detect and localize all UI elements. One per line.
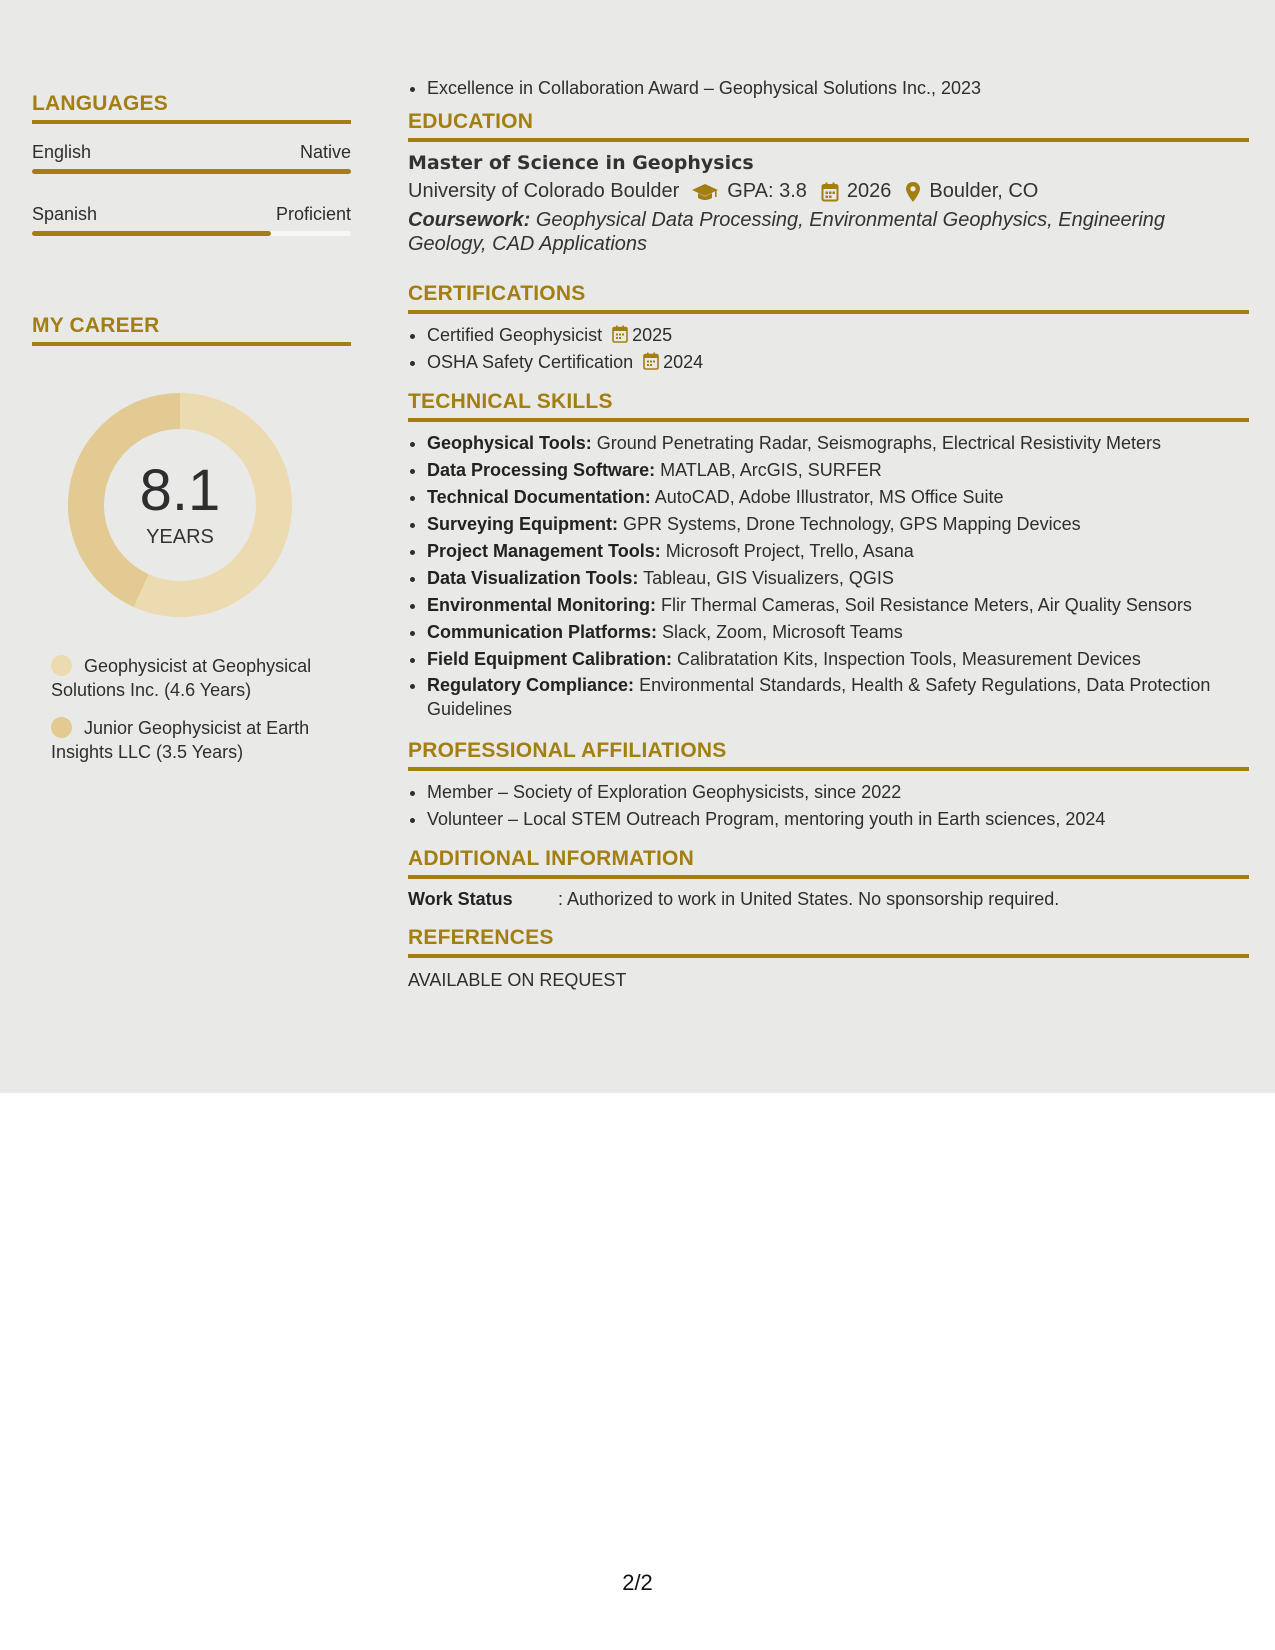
language-spanish	[32, 204, 351, 236]
career-total-years: 8.1	[139, 458, 221, 523]
skill-label: Project Management Tools:	[427, 541, 661, 561]
skill-value: Flir Thermal Cameras, Soil Resistance Meters, Air Quality Sensors	[661, 595, 1192, 615]
skill-value: MATLAB, ArcGIS, SURFER	[660, 460, 882, 480]
left-column	[32, 92, 351, 778]
legend-item	[51, 716, 351, 764]
additional-info-title: ADDITIONAL INFORMATION	[408, 847, 1249, 879]
skill-item	[427, 538, 1249, 565]
skill-label: Regulatory Compliance:	[427, 675, 635, 695]
skill-item	[427, 619, 1249, 646]
skill-value: Calibratation Kits, Inspection Tools, Measurement Devices	[677, 649, 1141, 669]
skill-label: Technical Documentation:	[427, 487, 651, 507]
list-item: • Excellence in Collaboration Award – Geophysical Solutions Inc., 2023	[427, 76, 1249, 100]
language-bar	[32, 169, 351, 174]
certification-year: 2024	[663, 352, 704, 372]
language-level: Proficient	[275, 204, 351, 224]
graduation-cap-icon	[691, 181, 719, 203]
school-name: University of Colorado Boulder	[408, 180, 680, 202]
languages-title: LANGUAGES	[32, 92, 351, 124]
skills-list	[408, 430, 1249, 721]
certification-year: 2025	[632, 325, 673, 345]
legend-label: Junior Geophysicist at Earth Insights LLC (3.5 Years)	[51, 718, 310, 762]
skill-item	[427, 646, 1249, 673]
graduation-year: 2026	[846, 180, 892, 202]
skill-value: Ground Penetrating Radar, Seismographs, Electrical Resistivity Meters	[596, 433, 1161, 453]
skill-value: AutoCAD, Adobe Illustrator, MS Office Suite	[654, 487, 1004, 507]
career-total-label: YEARS	[146, 526, 214, 548]
legend-dot	[51, 717, 72, 738]
school-location: Boulder, CO	[929, 180, 1039, 202]
awards-list	[408, 76, 1249, 100]
skill-value: GPR Systems, Drone Technology, GPS Mapping Devices	[623, 514, 1081, 534]
coursework	[408, 208, 1249, 256]
language-name: English	[32, 142, 92, 162]
education-meta	[408, 180, 1249, 203]
skill-label: Surveying Equipment:	[427, 514, 619, 534]
skill-value: Slack, Zoom, Microsoft Teams	[662, 622, 903, 642]
affiliations-list	[408, 779, 1249, 833]
skill-item	[427, 673, 1249, 721]
skill-item	[427, 457, 1249, 484]
career-donut-chart	[65, 390, 295, 620]
calendar-icon	[821, 182, 839, 202]
certification-name: Certified Geophysicist	[427, 325, 603, 345]
skill-label: Communication Platforms:	[427, 622, 658, 642]
legend-label: Geophysicist at Geophysical Solutions Inc. (4.6 Years)	[51, 656, 312, 700]
language-bar	[32, 231, 351, 236]
calendar-icon	[643, 352, 659, 370]
gpa: GPA: 3.8	[727, 180, 807, 202]
career-title: MY CAREER	[32, 314, 351, 346]
page-number: 2/2	[622, 1570, 653, 1595]
skill-item	[427, 565, 1249, 592]
skill-value: Tableau, GIS Visualizers, QGIS	[643, 568, 894, 588]
skill-item	[427, 511, 1249, 538]
work-status-value: : Authorized to work in United States. No sponsorship required.	[558, 889, 1060, 909]
calendar-icon	[612, 325, 628, 343]
language-level: Native	[299, 142, 351, 162]
degree-title: Master of Science in Geophysics	[408, 152, 754, 174]
skill-item	[427, 430, 1249, 457]
skill-label: Data Visualization Tools:	[427, 568, 639, 588]
legend-item	[51, 654, 351, 702]
language-bar-fill	[32, 231, 271, 236]
right-column	[408, 76, 1249, 991]
certifications-title: CERTIFICATIONS	[408, 282, 1249, 314]
skill-label: Field Equipment Calibration:	[427, 649, 673, 669]
skill-item	[427, 484, 1249, 511]
skills-title: TECHNICAL SKILLS	[408, 390, 1249, 422]
list-item	[427, 322, 1249, 349]
skill-label: Geophysical Tools:	[427, 433, 592, 453]
list-item: • Volunteer – Local STEM Outreach Program, mentoring youth in Earth sciences, 2024	[427, 806, 1249, 833]
references-title: REFERENCES	[408, 926, 1249, 958]
work-status	[408, 889, 1249, 910]
skill-value: Microsoft Project, Trello, Asana	[665, 541, 914, 561]
affiliations-title: PROFESSIONAL AFFILIATIONS	[408, 739, 1249, 771]
education-title: EDUCATION	[408, 110, 1249, 142]
coursework-label: Coursework:	[408, 209, 531, 231]
legend-dot	[51, 655, 72, 676]
certification-name: OSHA Safety Certification	[427, 352, 634, 372]
skill-label: Data Processing Software:	[427, 460, 656, 480]
language-bar-fill	[32, 169, 351, 174]
list-item	[427, 349, 1249, 376]
list-item: • Member – Society of Exploration Geophysicists, since 2022	[427, 779, 1249, 806]
skill-item	[427, 592, 1249, 619]
references-text: AVAILABLE ON REQUEST	[408, 970, 627, 990]
skill-label: Environmental Monitoring:	[427, 595, 656, 615]
map-pin-icon	[905, 181, 921, 203]
language-name: Spanish	[32, 204, 98, 224]
work-status-label: Work Status	[408, 889, 513, 909]
coursework-text: Geophysical Data Processing, Environmental Geophysics, Engineering Geology, CAD Applications	[408, 209, 1166, 255]
skill-value: Environmental Standards, Health & Safety Regulations, Data Protection Guidelines	[427, 675, 1211, 719]
certifications-list	[408, 322, 1249, 376]
language-english	[32, 142, 351, 174]
career-legend	[51, 654, 351, 764]
